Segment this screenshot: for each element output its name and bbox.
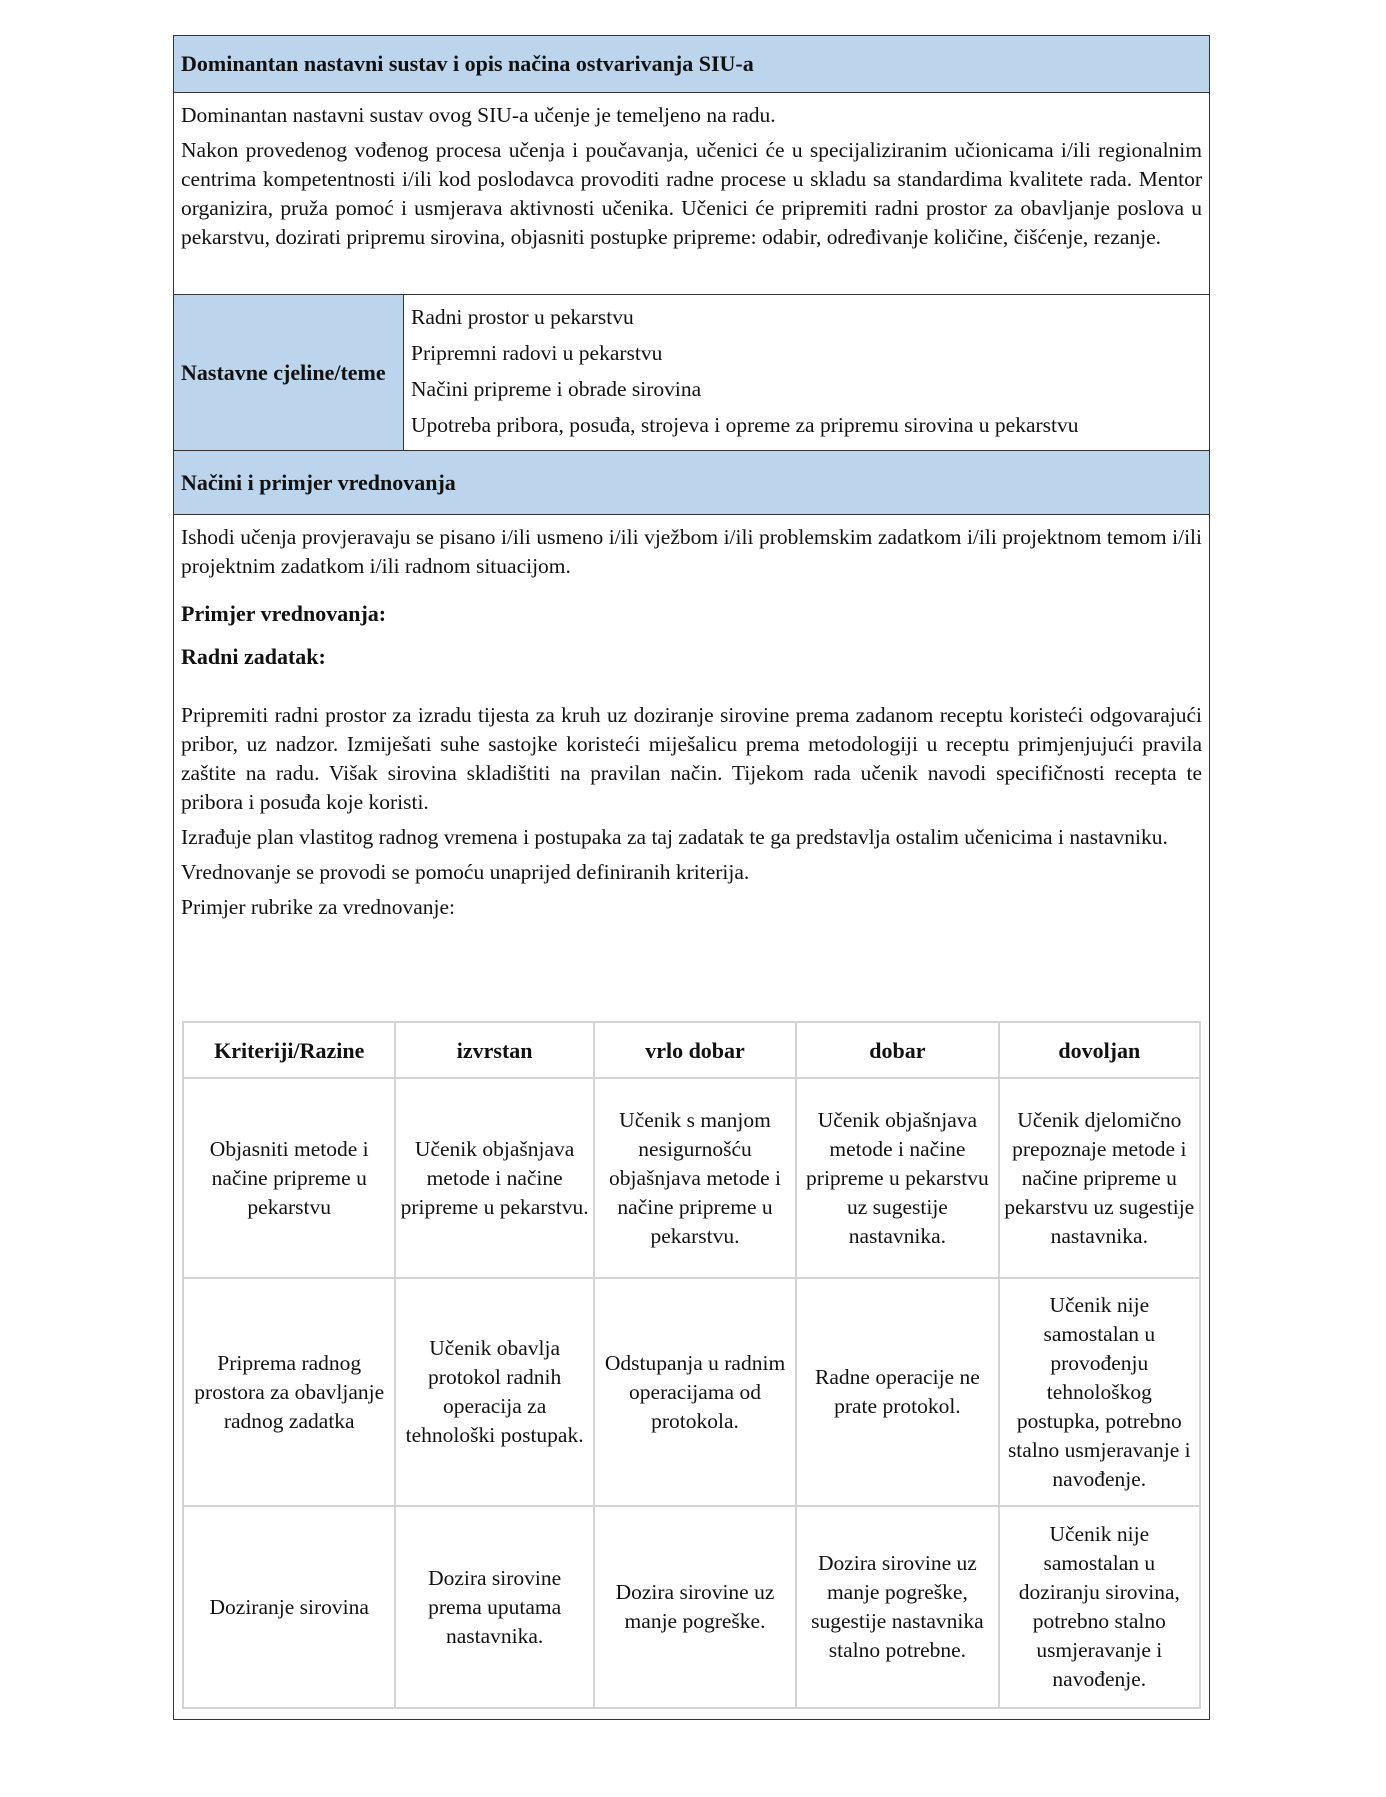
rubric-cell-vrlo-dobar: Učenik s manjom nesigurnošću objašnjava metode i načine pripreme u pekarstvu. [594,1078,796,1278]
evaluation-content [174,515,1209,1719]
task-heading: Radni zadatak: [181,644,326,669]
rubric-header-row [183,1022,1200,1078]
rubric-cell-dobar: Učenik objašnjava metode i načine pripreme u pekarstvu uz sugestije nastavnika. [796,1078,998,1278]
rubric-row [183,1278,1200,1506]
rubric-intro: Primjer rubrike za vrednovanje: [181,895,456,919]
rubric-cell-vrlo-dobar: Dozira sirovine uz manje pogreške. [594,1506,796,1708]
teaching-system-description [174,93,1209,295]
rubric-cell-izvrstan: Učenik obavlja protokol radnih operacija za tehnološki postupak. [395,1278,593,1506]
criteria-text: Vrednovanje se provodi se pomoću unaprijed definiranih kriterija. [181,860,750,884]
document-table [173,35,1210,1720]
rubric-header-dobar: dobar [796,1022,998,1078]
paragraph: Nakon provedenog vođenog procesa učenja i poučavanja, učenici će u specijaliziranim učionicama i/ili regionalnim centrima kompetentnosti i/ili kod poslodavca provoditi radne procese u skladu sa standardima kvalitete rada. Mentor organizira, pruža pomoć i usmjerava aktivnosti učenika. Učenici će pripremiti radni prostor za obavljanje poslova u pekarstvu, dozirati pripremu sirovina, objasniti postupke pripreme: odabir, određivanje količine, čišćenje, rezanje. [181,138,1202,249]
rubric-cell-vrlo-dobar: Odstupanja u radnim operacijama od protokola. [594,1278,796,1506]
section-title: Načini i primjer vrednovanja [181,469,456,495]
rubric-criterion: Priprema radnog prostora za obavljanje radnog zadatka [183,1278,395,1506]
section-header-teaching-system [174,36,1209,93]
example-heading: Primjer vrednovanja: [181,601,387,626]
rubric-header-izvrstan: izvrstan [395,1022,593,1078]
topic-item: Pripremni radovi u pekarstvu [411,341,663,365]
rubric-header-vrlo-dobar: vrlo dobar [594,1022,796,1078]
rubric-criterion: Objasniti metode i načine pripreme u pekarstvu [183,1078,395,1278]
section-title: Dominantan nastavni sustav i opis načina ostvarivanja SIU-a [181,51,754,76]
topic-item: Radni prostor u pekarstvu [411,305,634,329]
plan-text: Izrađuje plan vlastitog radnog vremena i postupaka za taj zadatak te ga predstavlja ostalim učenicima i nastavniku. [181,825,1168,849]
topic-item: Načini pripreme i obrade sirovina [411,377,702,401]
rubric-cell-dovoljan: Učenik djelomično prepoznaje metode i načine pripreme u pekarstvu uz sugestije nastavnika. [999,1078,1200,1278]
rubric-header-criteria: Kriteriji/Razine [183,1022,395,1078]
topics-list [404,295,1209,450]
rubric-row [183,1078,1200,1278]
rubric-cell-dobar: Radne operacije ne prate protokol. [796,1278,998,1506]
rubric-cell-izvrstan: Dozira sirovine prema uputama nastavnika. [395,1506,593,1708]
evaluation-intro: Ishodi učenja provjeravaju se pisano i/ili usmeno i/ili vježbom i/ili problemskim zadatkom i/ili projektnom temom i/ili projektnim zadatkom i/ili radnom situacijom. [181,525,1202,578]
rubric-cell-izvrstan: Učenik objašnjava metode i načine pripreme u pekarstvu. [395,1078,593,1278]
topics-label: Nastavne cjeline/teme [174,295,404,450]
rubric-cell-dobar: Dozira sirovine uz manje pogreške, sugestije nastavnika stalno potrebne. [796,1506,998,1708]
section-header-evaluation [174,451,1209,515]
rubric-cell-dovoljan: Učenik nije samostalan u provođenju tehnološkog postupka, potrebno stalno usmjeravanje i navođenje. [999,1278,1200,1506]
rubric-cell-dovoljan: Učenik nije samostalan u doziranju sirovina, potrebno stalno usmjeravanje i navođenje. [999,1506,1200,1708]
rubric-criterion: Doziranje sirovina [183,1506,395,1708]
rubric-row [183,1506,1200,1708]
rubric-header-dovoljan: dovoljan [999,1022,1200,1078]
rubric-table [182,1021,1201,1709]
topics-row [174,295,1209,451]
topic-item: Upotreba pribora, posuđa, strojeva i opreme za pripremu sirovina u pekarstvu [411,413,1079,437]
paragraph: Dominantan nastavni sustav ovog SIU-a učenje je temeljeno na radu. [181,103,776,127]
task-text: Pripremiti radni prostor za izradu tijesta za kruh uz doziranje sirovine prema zadanom receptu koristeći odgovarajući pribor, uz nadzor. Izmiješati suhe sastojke koristeći miješalicu prema metodologiji u receptu primjenjujući pravila zaštite na radu. Višak sirovina skladištiti na pravilan način. Tijekom rada učenik navodi specifičnosti recepta te pribora i posuđa koje koristi. [181,703,1202,814]
